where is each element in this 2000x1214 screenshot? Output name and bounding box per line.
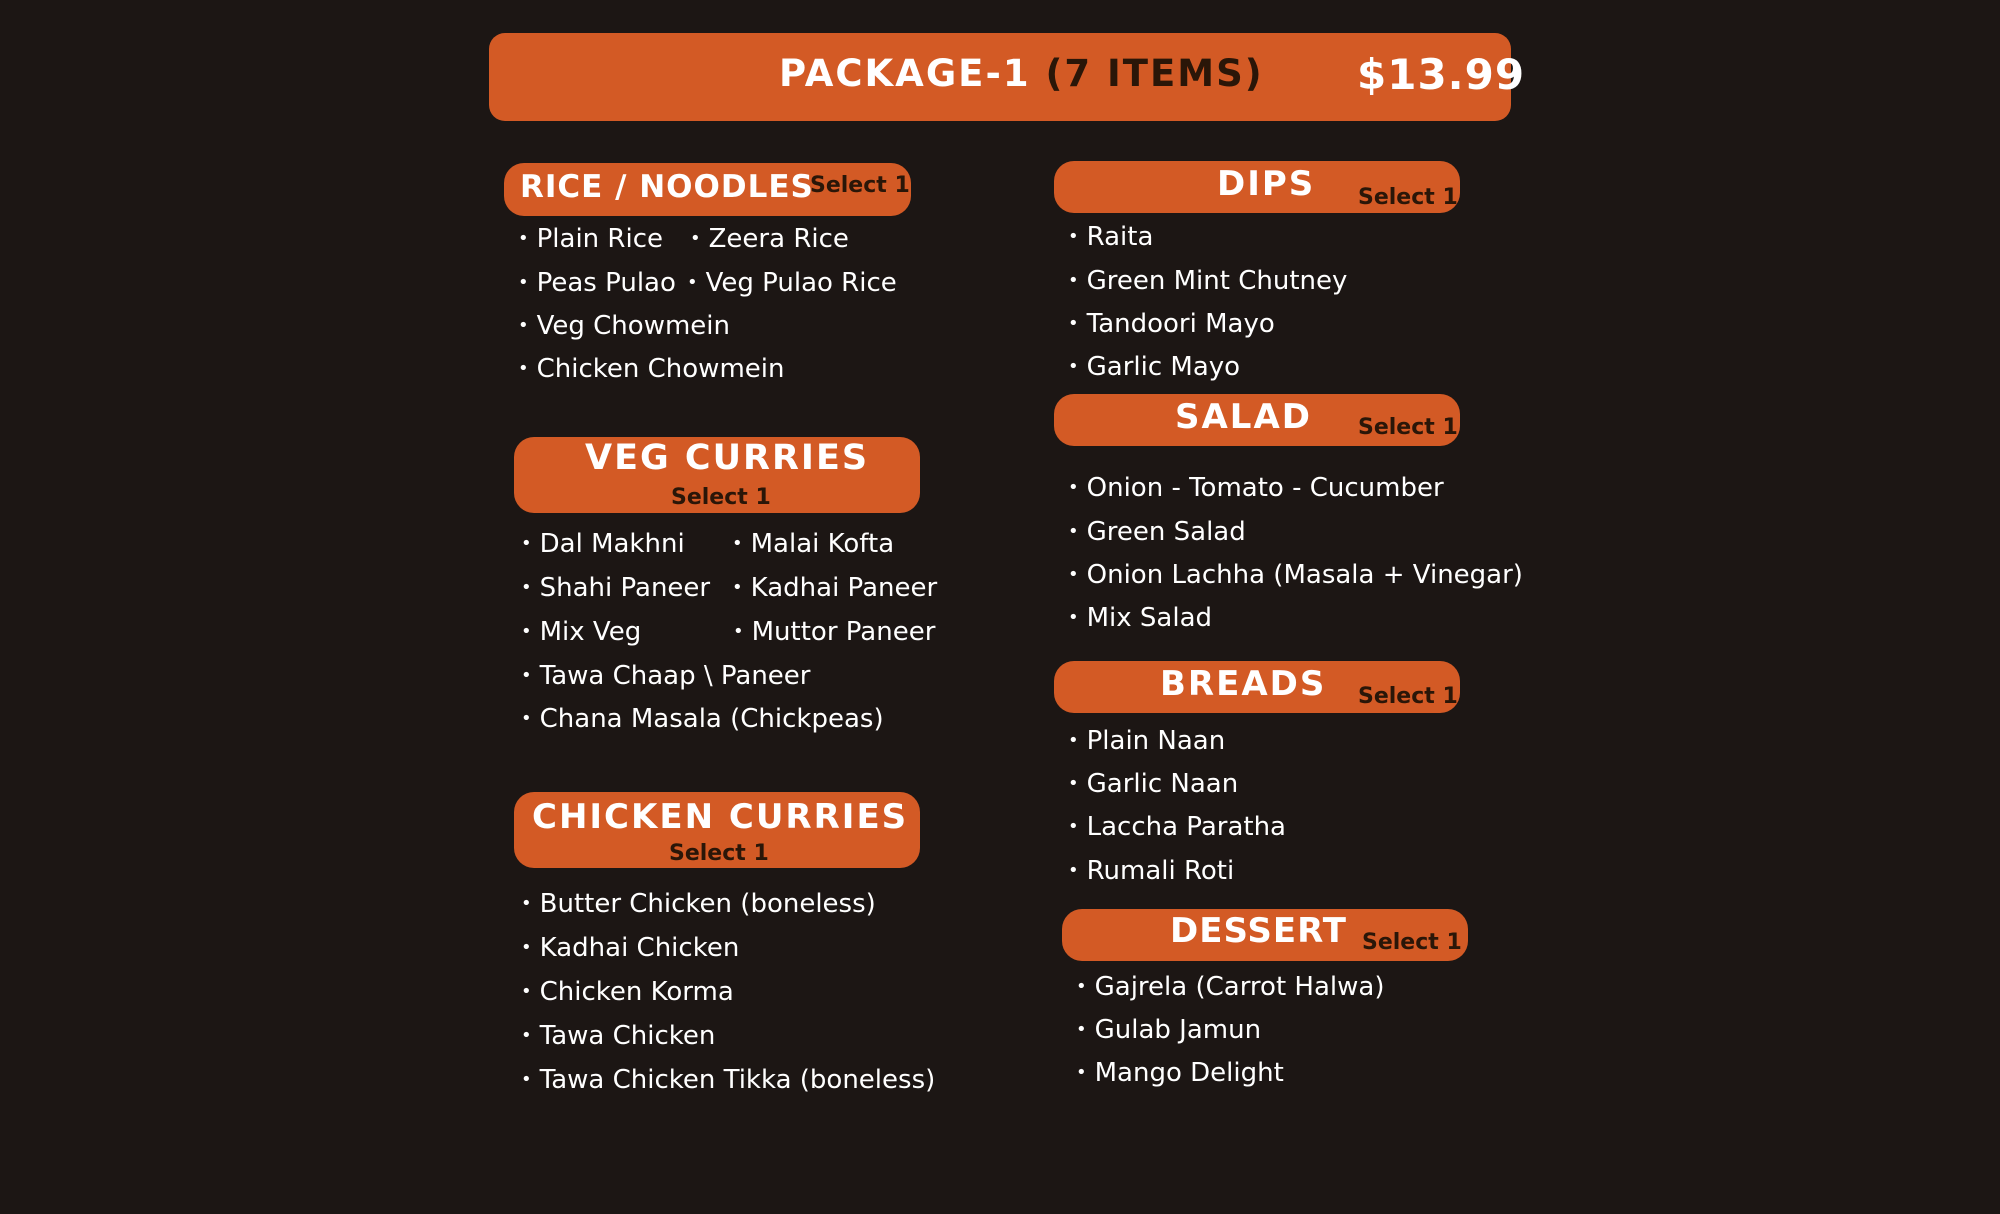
menu-item: • Tawa Chicken	[521, 1021, 715, 1054]
menu-item: • Butter Chicken (boneless)	[521, 889, 876, 922]
menu-item: • Tandoori Mayo	[1068, 309, 1275, 342]
dips-select: Select 1	[1358, 185, 1458, 210]
menu-item: • Green Salad	[1068, 517, 1246, 550]
menu-item: • Garlic Naan	[1068, 769, 1238, 802]
rice-noodles-select: Select 1	[810, 173, 910, 198]
chicken-curries-select: Select 1	[669, 841, 769, 866]
menu-item: • Rumali Roti	[1068, 856, 1234, 889]
salad-title: SALAD	[1175, 397, 1313, 437]
menu-item: • Mango Delight	[1076, 1058, 1284, 1091]
salad-select: Select 1	[1358, 415, 1458, 440]
menu-item: • Garlic Mayo	[1068, 352, 1240, 385]
menu-item: • Zeera Rice	[690, 224, 849, 257]
dessert-select: Select 1	[1362, 930, 1462, 955]
menu-item: • Kadhai Paneer	[732, 573, 937, 606]
package-price: $13.99	[1357, 50, 1526, 99]
menu-item: • Mix Veg	[521, 617, 641, 650]
menu-item: • Tawa Chaap \ Paneer	[521, 661, 811, 694]
dessert-title: DESSERT	[1170, 911, 1347, 951]
menu-item: • Chicken Chowmein	[518, 354, 784, 387]
breads-select: Select 1	[1358, 684, 1458, 709]
rice-noodles-title: RICE / NOODLES	[520, 169, 814, 205]
menu-item: • Chicken Korma	[521, 977, 734, 1010]
menu-item: • Dal Makhni	[521, 529, 685, 562]
menu-item: • Gulab Jamun	[1076, 1015, 1261, 1048]
menu-item: • Laccha Paratha	[1068, 812, 1286, 845]
menu-item: • Veg Chowmein	[518, 311, 730, 344]
dips-title: DIPS	[1217, 164, 1316, 204]
menu-item: • Gajrela (Carrot Halwa)	[1076, 972, 1384, 1005]
menu-item: • Peas Pulao	[518, 268, 676, 301]
menu-item: • Onion Lachha (Masala + Vinegar)	[1068, 560, 1523, 593]
menu-item: • Mix Salad	[1068, 603, 1212, 636]
menu-item: • Muttor Paneer	[733, 617, 935, 650]
menu-item: • Plain Rice	[518, 224, 663, 257]
menu-item: • Onion - Tomato - Cucumber	[1068, 473, 1444, 506]
menu-item: • Green Mint Chutney	[1068, 266, 1347, 299]
menu-item: • Tawa Chicken Tikka (boneless)	[521, 1065, 935, 1098]
menu-item: • Malai Kofta	[732, 529, 894, 562]
breads-title: BREADS	[1160, 664, 1327, 704]
menu-item: • Kadhai Chicken	[521, 933, 739, 966]
veg-curries-title: VEG CURRIES	[585, 438, 870, 478]
menu-item: • Raita	[1068, 222, 1153, 255]
menu-item: • Shahi Paneer	[521, 573, 710, 606]
package-title: PACKAGE-1 (7 ITEMS)	[779, 52, 1264, 95]
menu-item: • Chana Masala (Chickpeas)	[521, 704, 884, 737]
veg-curries-select: Select 1	[671, 485, 771, 510]
menu-item: • Veg Pulao Rice	[687, 268, 897, 301]
menu-item: • Plain Naan	[1068, 726, 1225, 759]
chicken-curries-title: CHICKEN CURRIES	[532, 797, 909, 837]
